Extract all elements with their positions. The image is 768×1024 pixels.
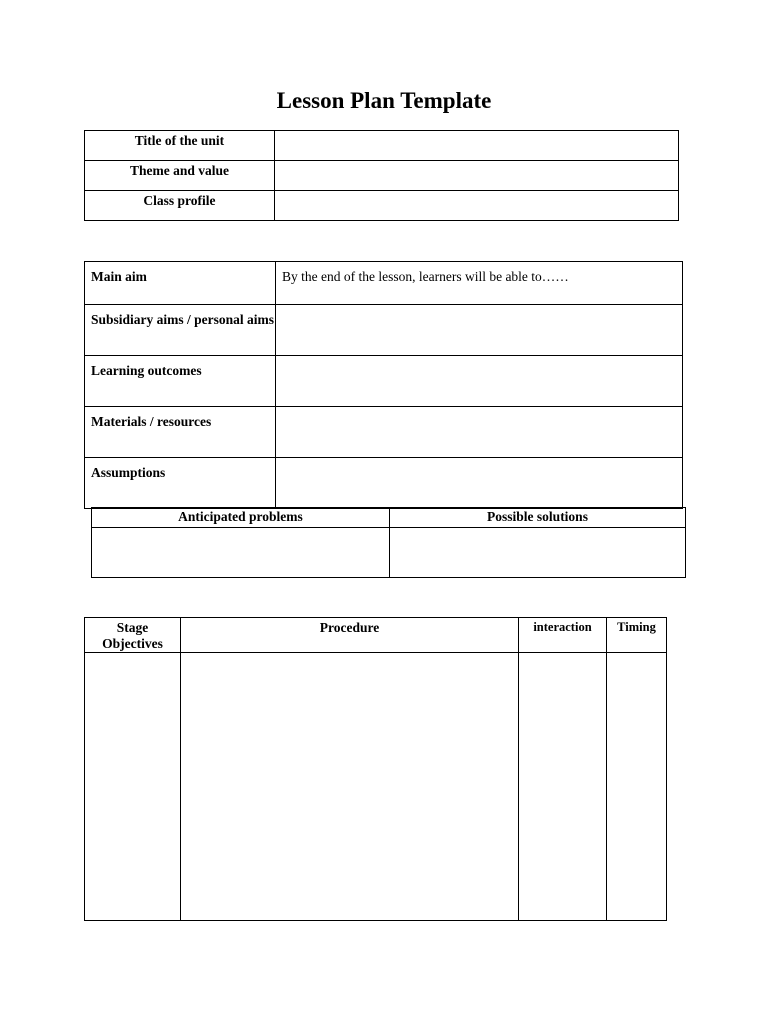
possible-solutions-field[interactable]	[390, 528, 686, 578]
table-row	[85, 356, 683, 407]
anticipated-problems-header: Anticipated problems	[92, 508, 390, 528]
aims-table	[84, 261, 683, 509]
table-row	[85, 458, 683, 509]
main-aim-label: Main aim	[85, 262, 276, 305]
procedure-header: Procedure	[181, 618, 519, 653]
theme-value-label: Theme and value	[85, 161, 275, 191]
table-row	[85, 131, 679, 161]
class-profile-label: Class profile	[85, 191, 275, 221]
class-profile-field[interactable]	[275, 191, 679, 221]
interaction-header: interaction	[519, 618, 607, 653]
unit-title-label: Title of the unit	[85, 131, 275, 161]
theme-value-field[interactable]	[275, 161, 679, 191]
stage-objectives-field[interactable]	[85, 653, 181, 921]
materials-resources-label: Materials / resources	[85, 407, 276, 458]
page-title: Lesson Plan Template	[276, 88, 492, 113]
problems-table	[91, 507, 686, 578]
table-row	[85, 407, 683, 458]
table-row	[92, 528, 686, 578]
table-row	[85, 161, 679, 191]
main-aim-field[interactable]: By the end of the lesson, learners will be able to……	[276, 262, 683, 305]
table-row	[85, 618, 667, 653]
table-row	[85, 262, 683, 305]
materials-resources-field[interactable]	[276, 407, 683, 458]
possible-solutions-header: Possible solutions	[390, 508, 686, 528]
subsidiary-aims-field[interactable]	[276, 305, 683, 356]
table-row	[85, 191, 679, 221]
assumptions-field[interactable]	[276, 458, 683, 509]
stage-table	[84, 617, 667, 921]
anticipated-problems-field[interactable]	[92, 528, 390, 578]
learning-outcomes-label: Learning outcomes	[85, 356, 276, 407]
assumptions-label: Assumptions	[85, 458, 276, 509]
table-row	[92, 508, 686, 528]
learning-outcomes-field[interactable]	[276, 356, 683, 407]
unit-info-table	[84, 130, 679, 221]
table-row	[85, 305, 683, 356]
timing-field[interactable]	[607, 653, 667, 921]
unit-title-field[interactable]	[275, 131, 679, 161]
stage-objectives-header: Stage Objectives	[85, 618, 181, 653]
timing-header: Timing	[607, 618, 667, 653]
table-row	[85, 653, 667, 921]
procedure-field[interactable]	[181, 653, 519, 921]
interaction-field[interactable]	[519, 653, 607, 921]
subsidiary-aims-label: Subsidiary aims / personal aims	[85, 305, 276, 356]
